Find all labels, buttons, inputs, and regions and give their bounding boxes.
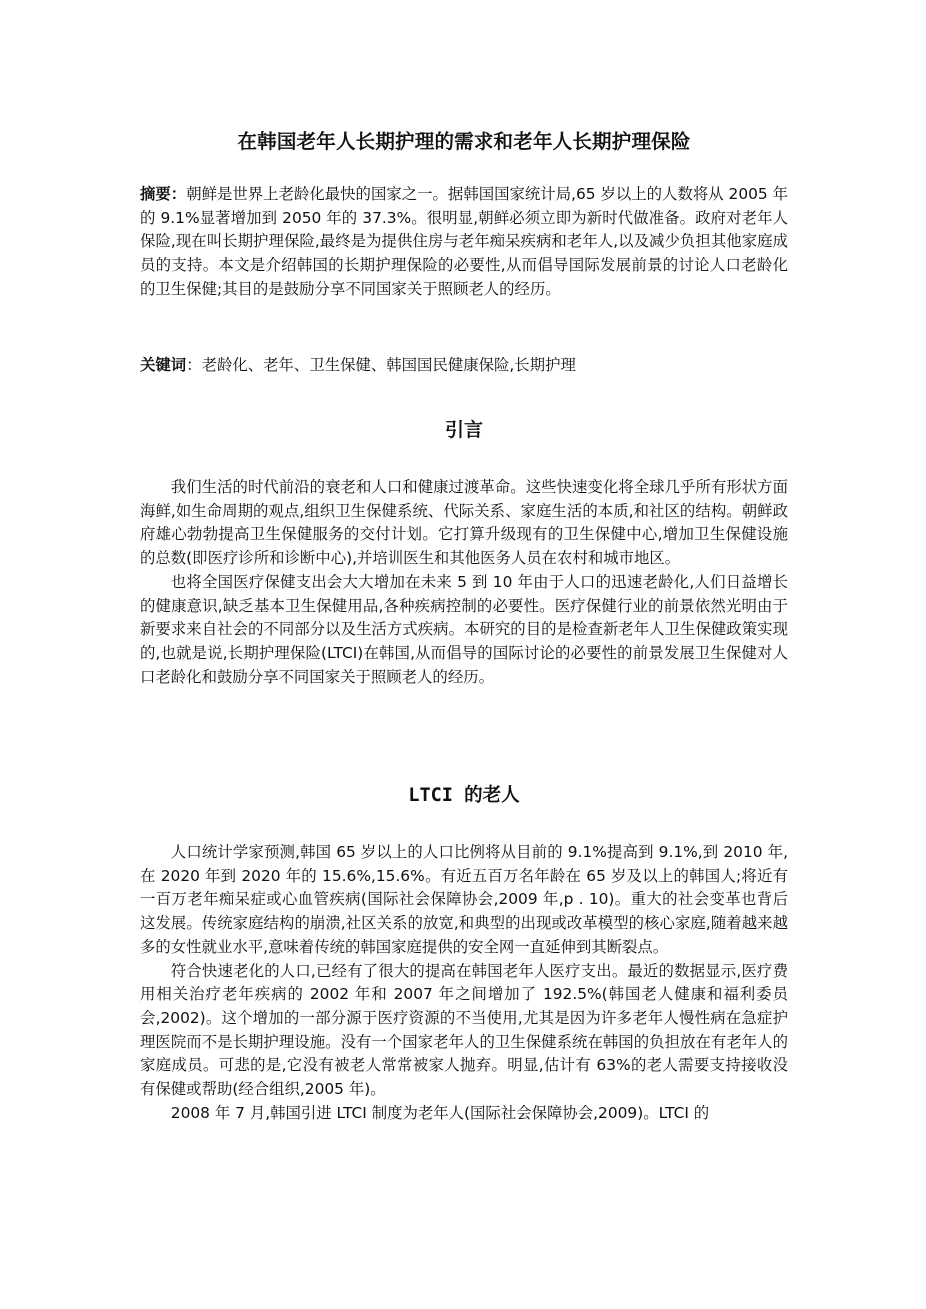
- keywords-label: 关键词: [140, 356, 187, 374]
- paragraph: 人口统计学家预测,韩国 65 岁以上的人口比例将从目前的 9.1%提高到 9.1%,到 2010 年,在 2020 年到 2020 年的 15.6%,15.6%。有近五百万名年龄在 65 岁及以上的韩国人;将近有一百万老年痴呆症或心血管疾病(国际社会保障协会,2009 年,p . 10)。重大的社会变革也背后这发展。传统家庭结构的崩溃,社区关系的放宽,和典型的出现或改革模型的核心家庭,随着越来越多的女性就业水平,意味着传统的韩国家庭提供的安全网一直延伸到其断裂点。: [140, 843, 788, 956]
- paragraph: 符合快速老化的人口,已经有了很大的提高在韩国老年人医疗支出。最近的数据显示,医疗费用相关治疗老年疾病的 2002 年和 2007 年之间增加了 192.5%(韩国老人健康和福利委员会,2002)。这个增加的一部分源于医疗资源的不当使用,尤其是因为许多老年人慢性病在急症护理医院而不是长期护理设施。没有一个国家老年人的卫生保健系统在韩国的负担放在有老年人的家庭成员。可悲的是,它没有被老人常常被家人抛弃。明显,估计有 63%的老人需要支持接收没有保健或帮助(经合组织,2005 年)。: [140, 961, 788, 1099]
- paragraph: 也将全国医疗保健支出会大大增加在未来 5 到 10 年由于人口的迅速老龄化,人们日益增长的健康意识,缺乏基本卫生保健用品,各种疾病控制的必要性。医疗保健行业的前景依然光明由于新要求来自社会的不同部分以及生活方式疾病。本研究的目的是检查新老年人卫生保健政策实现的,也就是说,长期护理保险(LTCI)在韩国,从而倡导的国际讨论的必要性的前景发展卫生保健对人口老龄化和鼓励分享不同国家关于照顾老人的经历。: [140, 572, 788, 686]
- section-body-ltci: [140, 841, 788, 1125]
- abstract-text: 朝鲜是世界上老龄化最快的国家之一。据韩国国家统计局,65 岁以上的人数将从 2005 年的 9.1%显著增加到 2050 年的 37.3%。很明显,朝鲜必须立即为新时代做准备。政府对老年人保险,现在叫长期护理保险,最终是为提供住房与老年痴呆疾病和老年人,以及减少负担其他家庭成员的支持。本文是介绍韩国的长期护理保险的必要性,从而倡导国际发展前景的讨论人口老龄化的卫生保健;其目的是鼓励分享不同国家关于照顾老人的经历。: [140, 185, 788, 298]
- paragraph: 2008 年 7 月,韩国引进 LTCI 制度为老年人(国际社会保障协会,2009)。LTCI 的: [170, 1103, 710, 1122]
- section-body-introduction: [140, 476, 788, 689]
- section-heading-ltci: LTCI 的老人: [408, 785, 520, 806]
- document-title: 在韩国老年人长期护理的需求和老年人长期护理保险: [237, 130, 691, 153]
- section-heading-introduction: 引言: [444, 419, 483, 441]
- keywords-text: ：老龄化、老年、卫生保健、韩国国民健康保险,长期护理: [186, 356, 576, 374]
- abstract-label: 摘要：: [140, 185, 187, 203]
- abstract: [140, 183, 788, 302]
- paragraph: 我们生活的时代前沿的衰老和人口和健康过渡革命。这些快速变化将全球几乎所有形状方面海鲜,如生命周期的观点,组织卫生保健系统、代际关系、家庭生活的本质,和社区的结构。朝鲜政府雄心勃勃提高卫生保健服务的交付计划。它打算升级现有的卫生保健中心,增加卫生保健设施的总数(即医疗诊所和诊断中心),并培训医生和其他医务人员在农村和城市地区。: [140, 478, 788, 568]
- keywords: [140, 354, 788, 378]
